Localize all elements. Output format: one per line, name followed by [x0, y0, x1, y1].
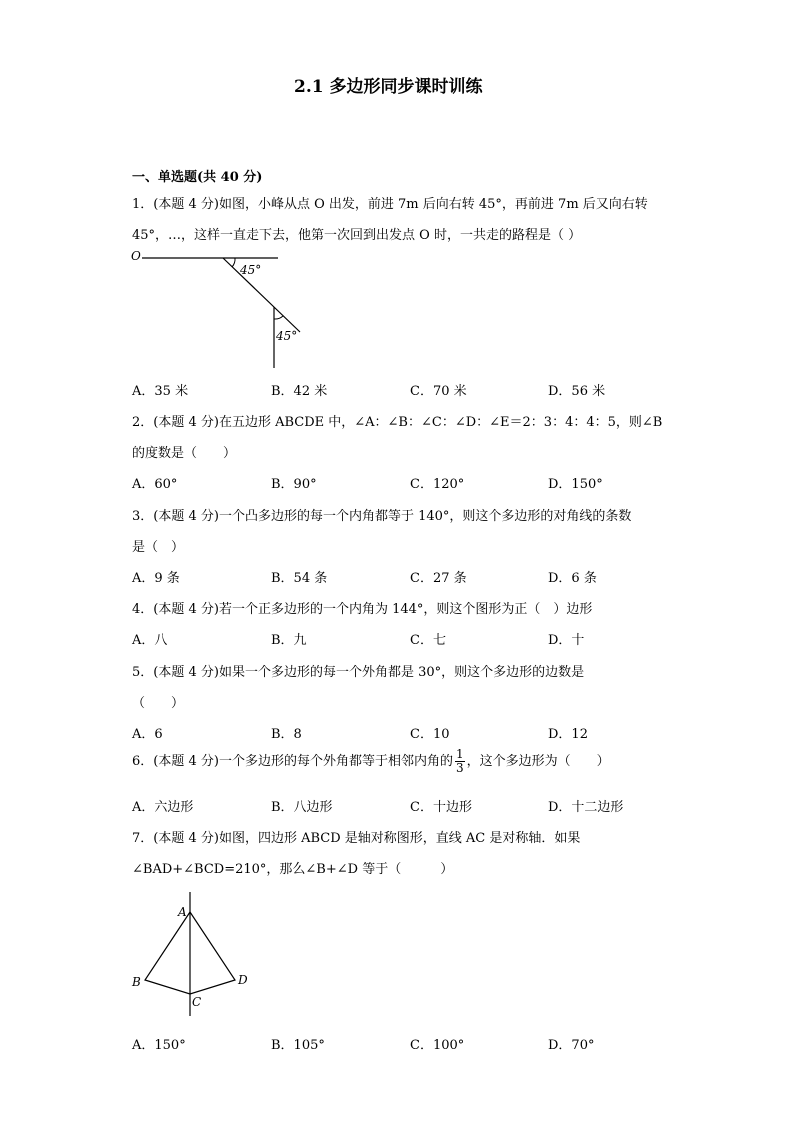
point-o-label: O: [131, 249, 141, 263]
question-5-option-b: B．8: [271, 727, 302, 742]
question-6-prefix: 6．(本题 4 分)一个多边形的每个外角都等于相邻内角的: [132, 754, 453, 769]
question-5-option-a: A．6: [132, 727, 163, 742]
question-5-line-1: 5．(本题 4 分)如果一个多边形的每一个外角都是 30°，则这个多边形的边数是: [132, 665, 585, 680]
question-1-line-2: 45°，…，这样一直走下去，他第一次回到出发点 O 时，一共走的路程是（ ）: [132, 228, 582, 243]
question-3-line-2: 是（ ）: [132, 540, 185, 555]
question-7-option-d: D．70°: [548, 1038, 595, 1053]
question-4-option-d: D．十: [548, 633, 585, 648]
question-4-option-a: A．八: [132, 633, 168, 648]
question-4-option-b: B．九: [271, 633, 307, 648]
question-3-option-d: D．6 条: [548, 571, 597, 586]
question-6-suffix: ，这个多边形为（ ）: [466, 754, 610, 769]
question-1-option-a: A．35 米: [132, 384, 189, 399]
angle-label-2: 45°: [276, 329, 298, 343]
angle-arc-1: [232, 258, 235, 267]
question-7-option-c: C．100°: [410, 1038, 465, 1053]
question-3-option-a: A．9 条: [132, 571, 180, 586]
question-1-line-1: 1．(本题 4 分)如图，小峰从点 O 出发，前进 7m 后向右转 45°，再前进 7m 后又向右转: [132, 197, 648, 212]
question-7-line-1: 7．(本题 4 分)如图，四边形 ABCD 是轴对称图形，直线 AC 是对称轴．如果: [132, 831, 581, 846]
section-heading: 一、单选题(共 40 分): [132, 170, 263, 185]
question-4-line-1: 4．(本题 4 分)若一个正多边形的一个内角为 144°，则这个图形为正（ ）边形: [132, 602, 593, 617]
question-3-option-b: B．54 条: [271, 571, 328, 586]
question-1-figure: [128, 244, 308, 372]
path-segment-2: [223, 258, 300, 332]
question-7-figure: [128, 888, 258, 1020]
question-4-option-c: C．七: [410, 633, 446, 648]
question-1-option-d: D．56 米: [548, 384, 606, 399]
page-title: 2.1 多边形同步课时训练: [294, 77, 483, 97]
question-2-option-c: C．120°: [410, 477, 465, 492]
question-7-option-a: A．150°: [132, 1038, 186, 1053]
question-2-line-1: 2．(本题 4 分)在五边形 ABCDE 中，∠A：∠B：∠C：∠D：∠E＝2：3：4：4：5，则∠B: [132, 415, 663, 430]
vertex-a-label: A: [178, 905, 187, 919]
vertex-b-label: B: [132, 975, 141, 989]
angle-arc-2: [274, 316, 283, 319]
fraction-numerator: 1: [455, 747, 464, 761]
question-2-option-a: A．60°: [132, 477, 178, 492]
question-7-option-b: B．105°: [271, 1038, 325, 1053]
question-6-line-1: [132, 748, 610, 775]
question-7-line-2: ∠BAD+∠BCD=210°，那么∠B+∠D 等于（ ）: [132, 862, 454, 877]
vertex-d-label: D: [238, 973, 248, 987]
question-6-option-a: A．六边形: [132, 800, 194, 815]
question-3-option-c: C．27 条: [410, 571, 467, 586]
question-5-line-2: （ ）: [132, 696, 185, 711]
fraction-denominator: 3: [455, 761, 464, 775]
question-6-option-c: C．十边形: [410, 800, 472, 815]
question-6-option-b: B．八边形: [271, 800, 333, 815]
question-5-option-d: D．12: [548, 727, 588, 742]
question-6-option-d: D．十二边形: [548, 800, 624, 815]
question-2-option-b: B．90°: [271, 477, 317, 492]
question-5-option-c: C．10: [410, 727, 450, 742]
question-1-option-b: B．42 米: [271, 384, 328, 399]
fraction-one-third: [455, 748, 465, 775]
vertex-c-label: C: [192, 995, 202, 1009]
angle-label-1: 45°: [240, 263, 262, 277]
question-1-option-c: C．70 米: [410, 384, 467, 399]
question-3-line-1: 3．(本题 4 分)一个凸多边形的每一个内角都等于 140°，则这个多边形的对角线的条数: [132, 509, 632, 524]
question-2-line-2: 的度数是（ ）: [132, 446, 237, 461]
question-2-option-d: D．150°: [548, 477, 603, 492]
